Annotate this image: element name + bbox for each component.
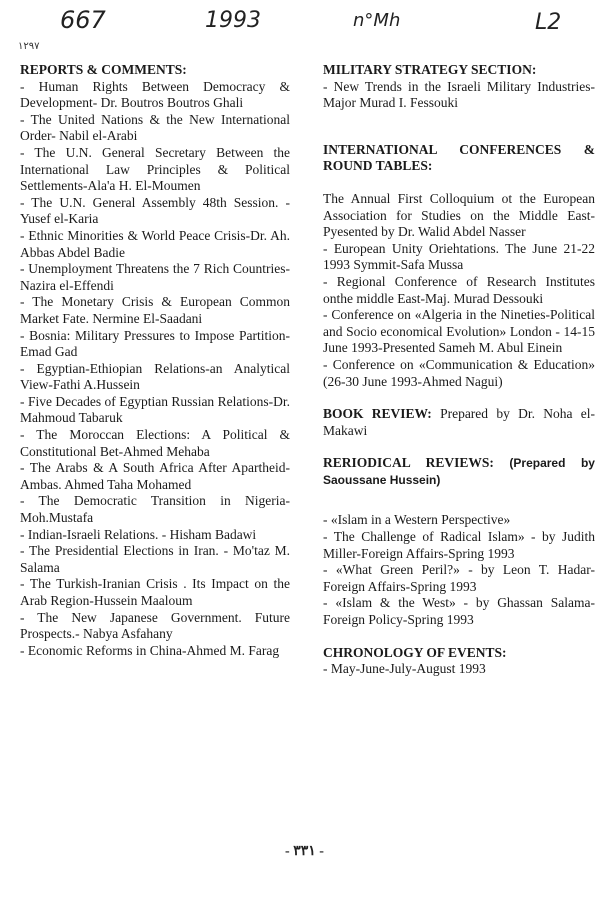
list-item: - The U.N. General Assembly 48th Session. - Yusef el-Karia <box>20 194 290 227</box>
right-column <box>323 62 595 678</box>
list-item: - The Turkish-Iranian Crisis . Its Impact on the Arab Region-Hussein Maaloum <box>20 576 290 608</box>
reports-list <box>20 79 290 660</box>
page-number: - ٣٣١ - <box>285 844 324 859</box>
page-marker-top: ١٢٩٧ <box>18 41 40 52</box>
list-item: - The Moroccan Elections: A Political & Constitutional Bet-Ahmed Mehaba <box>20 427 290 459</box>
conferences-intro: The Annual First Colloquium ot the European Association for Studies on the Middle East-Pyesented by Dr. Walid Abdel Nasser <box>323 190 595 240</box>
conferences-list <box>323 241 595 390</box>
list-item: - Ethnic Minorities & World Peace Crisis-Dr. Ah. Abbas Abdel Badie <box>20 227 290 260</box>
list-item: - Conference on «Algeria in the Nineties-Political and Socio economical Evolution» London - 14-15 June 1993-Presented Sameh M. Abul Einein <box>323 307 595 356</box>
list-item: - Bosnia: Military Pressures to Impose Partition-Emad Gad <box>20 327 290 360</box>
section-heading-chronology: CHRONOLOGY OF EVENTS: <box>323 644 507 660</box>
periodical-subtitle: (Prepared by Saoussane Hussein) <box>323 456 595 487</box>
list-item: - Economic Reforms in China-Ahmed M. Farag <box>20 642 280 658</box>
list-item: - Conference on «Communication & Education» (26-30 June 1993-Ahmed Nagui) <box>323 356 595 389</box>
military-list <box>323 79 595 112</box>
list-item: - The U.N. General Secretary Between the International Law Principles & Political Settlements-Ala'a H. El-Moumen <box>20 144 290 194</box>
list-item: - Regional Conference of Research Institutes onthe middle East-Maj. Murad Dessouki <box>323 273 595 306</box>
list-item: - May-June-July-August 1993 <box>323 661 486 677</box>
list-item: - «What Green Peril?» - by Leon T. Hadar-Foreign Affairs-Spring 1993 <box>323 562 595 594</box>
list-item: - The Democratic Transition in Nigeria-Moh.Mustafa <box>20 493 290 526</box>
left-column <box>20 62 290 659</box>
list-item: - Indian-Israeli Relations. - Hisham Badawi <box>20 526 257 542</box>
list-item: - New Trends in the Israeli Military Industries-Major Murad I. Fessouki <box>323 78 595 111</box>
handwritten-mark: L2 <box>535 10 562 35</box>
chronology-list <box>323 661 595 678</box>
list-item: - Five Decades of Egyptian Russian Relations-Dr. Mahmoud Tabaruk <box>20 393 290 426</box>
list-item: - The Arabs & A South Africa After Apartheid-Ambas. Ahmed Taha Mohamed <box>20 460 290 492</box>
list-item: - «Islam & the West» - by Ghassan Salama-Foreign Policy-Spring 1993 <box>323 595 595 628</box>
list-item: - European Unity Oriehtations. The June 21-22 1993 Symmit-Safa Mussa <box>323 240 595 273</box>
section-heading-conferences: INTERNATIONAL CONFERENCES & ROUND TABLES: <box>323 141 595 174</box>
book-review <box>323 406 595 439</box>
list-item: - «Islam in a Western Perspective» <box>323 512 511 528</box>
list-item: - Human Rights Between Democracy & Development- Dr. Boutros Boutros Ghali <box>20 78 290 111</box>
section-heading-military: MILITARY STRATEGY SECTION: <box>323 62 537 77</box>
list-item: - The New Japanese Government. Future Prospects.- Nabya Asfahany <box>20 609 290 642</box>
list-item: - The Challenge of Radical Islam» - by Judith Miller-Foreign Affairs-Spring 1993 <box>323 529 595 561</box>
handwritten-year: 1993 <box>205 8 261 33</box>
list-item: - The United Nations & the New International Order- Nabil el-Arabi <box>20 111 290 144</box>
handwritten-code: n°Mh <box>353 10 401 31</box>
section-heading-reports: REPORTS & COMMENTS: <box>20 62 187 77</box>
handwritten-number: 667 <box>60 6 106 34</box>
section-heading-book-review: BOOK REVIEW: <box>323 406 432 422</box>
section-heading-periodical: RERIODICAL REVIEWS: <box>323 455 494 471</box>
list-item: - Unemployment Threatens the 7 Rich Countries-Nazira el-Effendi <box>20 261 290 293</box>
list-item: - The Monetary Crisis & European Common Market Fate. Nermine El-Saadani <box>20 294 290 326</box>
periodical-reviews <box>323 455 595 488</box>
list-item: - Egyptian-Ethiopian Relations-an Analytical View-Fathi A.Hussein <box>20 360 290 393</box>
book-review-text: Prepared by Dr. Noha el-Makawi <box>323 406 595 438</box>
periodical-list <box>323 512 595 628</box>
list-item: - The Presidential Elections in Iran. - Mo'taz M. Salama <box>20 543 290 575</box>
